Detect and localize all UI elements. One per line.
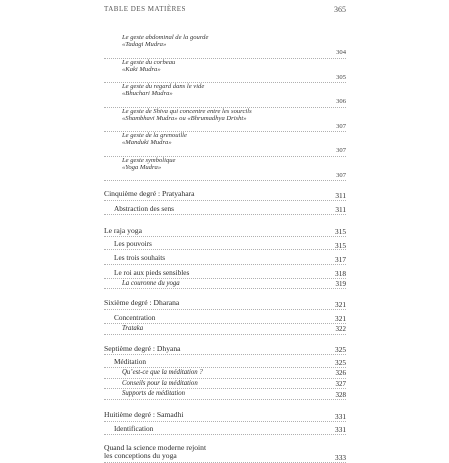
toc-entry-page: 328 bbox=[335, 390, 346, 399]
toc-entry-page: 321 bbox=[335, 300, 346, 309]
toc-entry-page: 333 bbox=[335, 452, 346, 462]
toc-entry-title: Septième degré : Dhyana bbox=[104, 343, 181, 353]
toc-chapter bbox=[104, 226, 346, 238]
toc-section bbox=[104, 313, 346, 324]
toc-chapter bbox=[104, 298, 346, 310]
toc-entry-title: Le geste de Shiva qui concentre entre les sourcils «Shambhavi Mudra» ou «Bhrumadhya Drisht» bbox=[122, 107, 252, 122]
toc-subsection bbox=[104, 369, 346, 379]
toc-entry-title: Quand la science moderne rejoint les conceptions du yoga bbox=[104, 442, 207, 461]
toc-entry-page: 321 bbox=[335, 314, 346, 324]
toc-entry-title: Le geste symbolique «Yoga Mudra» bbox=[122, 156, 176, 171]
toc-entry-title: Les pouvoirs bbox=[114, 239, 152, 249]
toc-entry-page: 331 bbox=[335, 424, 346, 434]
toc-entry-page: 315 bbox=[335, 240, 346, 250]
toc-entry-title: Abstraction des sens bbox=[114, 203, 174, 213]
toc-entry-title: Huitième degré : Samadhi bbox=[104, 410, 184, 420]
toc-section bbox=[104, 253, 346, 264]
toc-entry-title: Sixième degré : Dharana bbox=[104, 298, 180, 308]
toc-section bbox=[104, 357, 346, 368]
toc-entry-title: Le geste du corbeau «Kaki Mudra» bbox=[122, 58, 176, 73]
toc-entry-title: Identification bbox=[114, 423, 154, 433]
table-of-contents bbox=[104, 34, 346, 463]
toc-entry-page: 307 bbox=[336, 147, 346, 155]
toc-entry-page: 327 bbox=[335, 379, 346, 388]
toc-entry-title: Le geste du regard dans le vide «Bhuchari Mudra» bbox=[122, 83, 205, 98]
toc-entry-page: 325 bbox=[335, 345, 346, 355]
running-header bbox=[104, 5, 346, 14]
toc-entry-page: 322 bbox=[335, 325, 346, 334]
toc-entry-page: 326 bbox=[335, 369, 346, 378]
toc-entry-title: Trataka bbox=[122, 324, 144, 332]
toc-entry bbox=[104, 59, 346, 84]
toc-entry-title: Le geste de la grenouille «Manduki Mudra» bbox=[122, 132, 187, 147]
toc-entry bbox=[104, 132, 346, 157]
toc-entry-page: 319 bbox=[335, 279, 346, 288]
toc-entry-page: 311 bbox=[335, 190, 346, 200]
toc-entry-page: 318 bbox=[335, 268, 346, 278]
toc-entry-title: Conseils pour la méditation bbox=[122, 379, 198, 387]
toc-entry-page: 305 bbox=[336, 73, 346, 81]
toc-subsection bbox=[104, 280, 346, 290]
toc-entry-title: Cinquième degré : Pratyahara bbox=[104, 189, 195, 198]
toc-subsection bbox=[104, 390, 346, 400]
toc-entry-title: Concentration bbox=[114, 312, 156, 322]
toc-entry-title: La couronne du yoga bbox=[122, 279, 180, 287]
toc-entry-page: 315 bbox=[335, 227, 346, 237]
toc-section bbox=[104, 204, 346, 215]
toc-section bbox=[104, 424, 346, 435]
toc-entry-page: 307 bbox=[336, 122, 346, 130]
toc-entry-page: 317 bbox=[335, 254, 346, 264]
toc-entry-page: 304 bbox=[336, 49, 346, 57]
toc-entry bbox=[104, 34, 346, 59]
toc-entry bbox=[104, 83, 346, 108]
toc-entry-title: Les trois souhaits bbox=[114, 253, 166, 263]
toc-entry-page: 311 bbox=[335, 204, 346, 214]
toc-chapter bbox=[104, 189, 346, 201]
toc-entry-title: Le geste abdominal de la gourde «Tadagi Mudra» bbox=[122, 34, 209, 49]
toc-entry-title: Le raja yoga bbox=[104, 225, 142, 235]
toc-subsection bbox=[104, 380, 346, 390]
toc-entry-title: Qu’est-ce que la méditation ? bbox=[122, 369, 203, 377]
toc-entry-page: 307 bbox=[336, 171, 346, 179]
toc-subsection bbox=[104, 325, 346, 335]
toc-entry-title: Le roi aux pieds sensibles bbox=[114, 267, 190, 277]
toc-entry-title: Supports de méditation bbox=[122, 390, 186, 398]
toc-section bbox=[104, 268, 346, 279]
toc-entry bbox=[104, 157, 346, 182]
toc-section bbox=[104, 239, 346, 250]
page-number: 365 bbox=[334, 5, 346, 14]
toc-chapter bbox=[104, 344, 346, 356]
toc-entry-page: 331 bbox=[335, 411, 346, 421]
toc-entry-page: 306 bbox=[336, 98, 346, 106]
header-title: TABLE DES MATIÈRES bbox=[104, 5, 186, 13]
toc-chapter bbox=[104, 444, 346, 463]
toc-entry bbox=[104, 108, 346, 133]
toc-entry-page: 325 bbox=[335, 358, 346, 368]
toc-chapter bbox=[104, 410, 346, 422]
toc-entry-title: Méditation bbox=[114, 357, 147, 367]
